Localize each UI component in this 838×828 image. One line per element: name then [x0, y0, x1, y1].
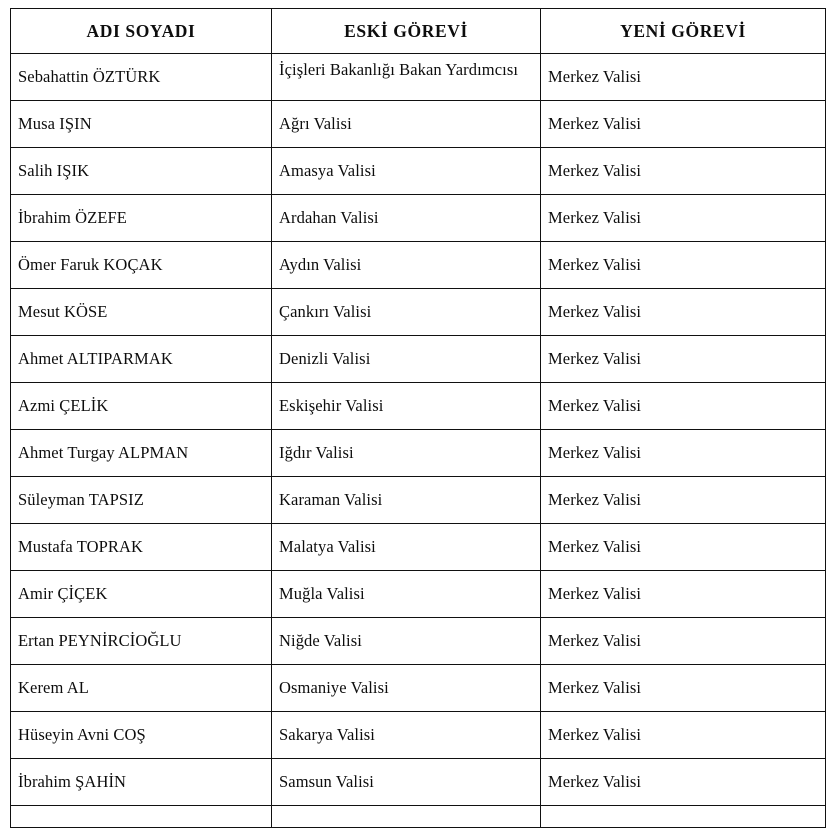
cell-new-duty: Merkez Valisi — [541, 195, 826, 242]
table-header — [11, 9, 826, 54]
column-header-old-duty: ESKİ GÖREVİ — [272, 9, 541, 54]
table-row — [11, 383, 826, 430]
cell-new-duty: Merkez Valisi — [541, 524, 826, 571]
table-row — [11, 242, 826, 289]
table-row — [11, 336, 826, 383]
cell-new-duty: Merkez Valisi — [541, 383, 826, 430]
cell-old-duty: Muğla Valisi — [272, 571, 541, 618]
cell-new-duty: Merkez Valisi — [541, 242, 826, 289]
cell-new-duty: Merkez Valisi — [541, 101, 826, 148]
cell-new-duty: Merkez Valisi — [541, 148, 826, 195]
cell-old-duty: Aydın Valisi — [272, 242, 541, 289]
cell-new-duty: Merkez Valisi — [541, 712, 826, 759]
cell-name: Salih IŞIK — [11, 148, 272, 195]
cell-new-duty: Merkez Valisi — [541, 571, 826, 618]
cell-new-duty: Merkez Valisi — [541, 54, 826, 101]
table-header-row — [11, 9, 826, 54]
table-body — [11, 54, 826, 828]
cell-old-duty: Samsun Valisi — [272, 759, 541, 806]
cell-name: Ahmet Turgay ALPMAN — [11, 430, 272, 477]
cell-new-duty — [541, 806, 826, 828]
table-row — [11, 289, 826, 336]
cell-old-duty: Ağrı Valisi — [272, 101, 541, 148]
table-row — [11, 148, 826, 195]
cell-name: Sebahattin ÖZTÜRK — [11, 54, 272, 101]
column-header-name: ADI SOYADI — [11, 9, 272, 54]
cell-old-duty: Niğde Valisi — [272, 618, 541, 665]
table-row — [11, 195, 826, 242]
table-row — [11, 101, 826, 148]
table-row — [11, 430, 826, 477]
cell-new-duty: Merkez Valisi — [541, 618, 826, 665]
cell-name: Mesut KÖSE — [11, 289, 272, 336]
cell-name: Ertan PEYNİRCİOĞLU — [11, 618, 272, 665]
table-row — [11, 665, 826, 712]
table-row — [11, 759, 826, 806]
cell-name: İbrahim ŞAHİN — [11, 759, 272, 806]
cell-new-duty: Merkez Valisi — [541, 289, 826, 336]
cell-name: Süleyman TAPSIZ — [11, 477, 272, 524]
cell-old-duty: Amasya Valisi — [272, 148, 541, 195]
cell-name: Amir ÇİÇEK — [11, 571, 272, 618]
table-row — [11, 477, 826, 524]
cell-name — [11, 806, 272, 828]
cell-old-duty: Çankırı Valisi — [272, 289, 541, 336]
table-row — [11, 618, 826, 665]
cell-name: Ömer Faruk KOÇAK — [11, 242, 272, 289]
table-row-clipped — [11, 806, 826, 828]
table-row — [11, 54, 826, 101]
appointments-table — [10, 8, 826, 828]
cell-old-duty: Sakarya Valisi — [272, 712, 541, 759]
cell-name: Azmi ÇELİK — [11, 383, 272, 430]
cell-old-duty: Iğdır Valisi — [272, 430, 541, 477]
cell-new-duty: Merkez Valisi — [541, 759, 826, 806]
cell-name: Musa IŞIN — [11, 101, 272, 148]
cell-old-duty: Osmaniye Valisi — [272, 665, 541, 712]
cell-old-duty — [272, 806, 541, 828]
cell-old-duty: İçişleri Bakanlığı Bakan Yardımcısı — [272, 54, 541, 101]
cell-new-duty: Merkez Valisi — [541, 477, 826, 524]
cell-name: Kerem AL — [11, 665, 272, 712]
cell-new-duty: Merkez Valisi — [541, 665, 826, 712]
cell-old-duty: Eskişehir Valisi — [272, 383, 541, 430]
cell-name: Ahmet ALTIPARMAK — [11, 336, 272, 383]
cell-name: İbrahim ÖZEFE — [11, 195, 272, 242]
cell-new-duty: Merkez Valisi — [541, 430, 826, 477]
cell-old-duty: Malatya Valisi — [272, 524, 541, 571]
cell-old-duty: Denizli Valisi — [272, 336, 541, 383]
cell-old-duty: Karaman Valisi — [272, 477, 541, 524]
table-row — [11, 524, 826, 571]
table-container — [10, 8, 825, 828]
cell-name: Hüseyin Avni COŞ — [11, 712, 272, 759]
cell-name: Mustafa TOPRAK — [11, 524, 272, 571]
cell-old-duty: Ardahan Valisi — [272, 195, 541, 242]
column-header-new-duty: YENİ GÖREVİ — [541, 9, 826, 54]
table-row — [11, 571, 826, 618]
cell-new-duty: Merkez Valisi — [541, 336, 826, 383]
table-row — [11, 712, 826, 759]
